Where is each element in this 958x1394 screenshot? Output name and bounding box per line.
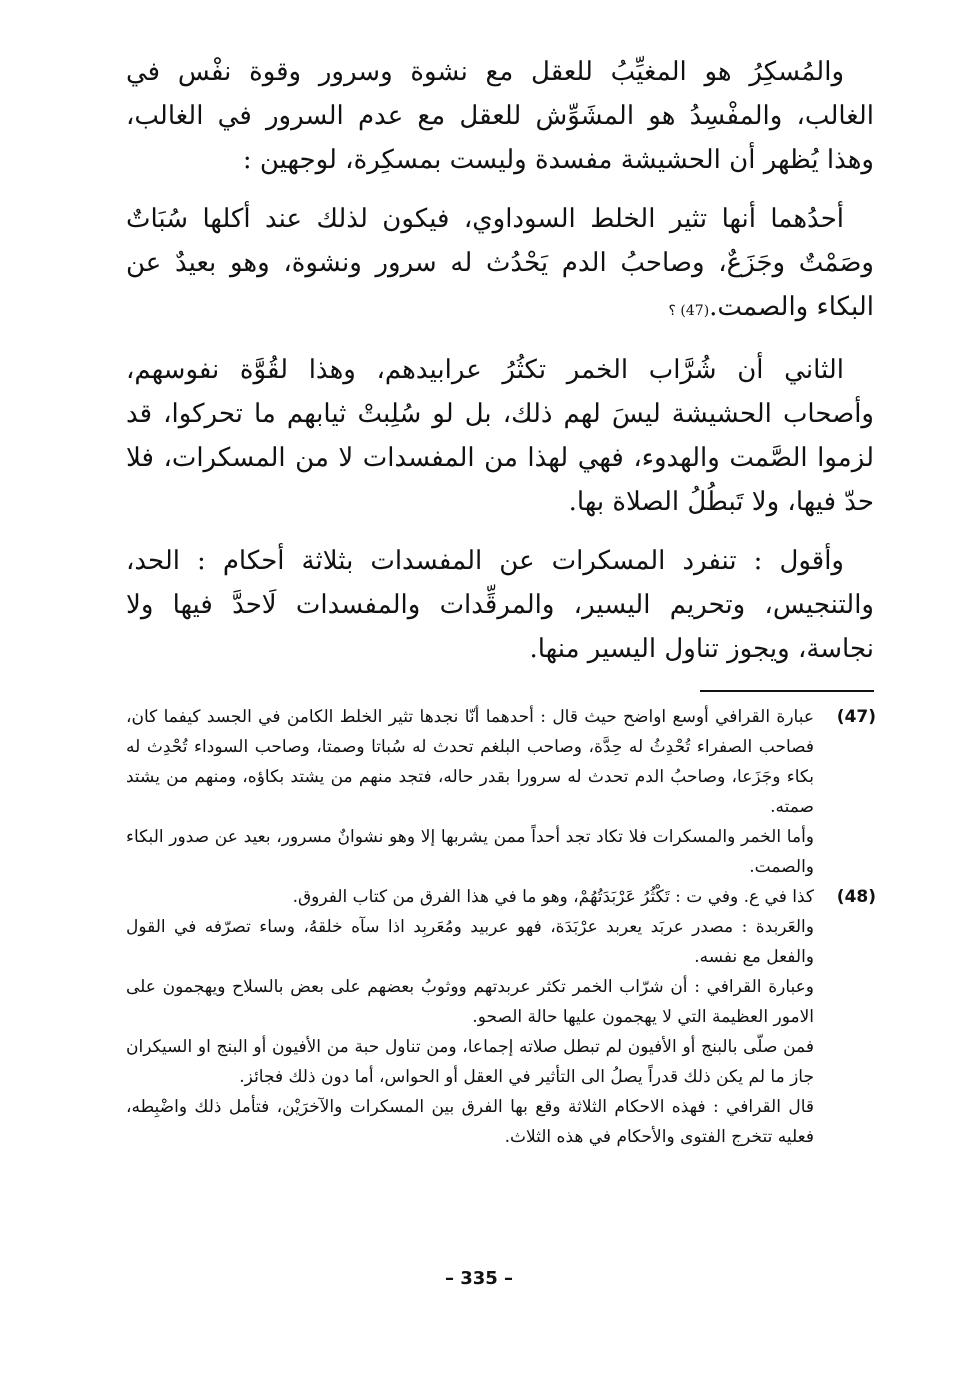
- footnote-number: (48): [836, 887, 876, 907]
- footnotes: [126, 702, 876, 1152]
- main-text: [126, 50, 874, 686]
- footnote-line: قال القرافي : فهذه الاحكام الثلاثة وقع بها الفرق بين المسكرات والآخرَيْن، فتأمل ذلك واضْبِطه، فعليه تتخرج الفتوى والأحكام في هذه الثلاث.: [126, 1097, 814, 1147]
- footnote-line: عبارة القرافي أوسع اواضح حيث قال : أحدهما أنّا نجدها تثير الخلط الكامن في الجسد كيفما كان، فصاحب الصفراء تُحْدِثُ له حِدَّة، وصاحب البلغم تحدث له سُباتا وصمتا، وصاحب السوداء تُحْدِث له بكاء وجَزَعا، وصاحبُ الدم تحدث له سرورا بقدر حاله، فتجد منهم من يشتد بكاؤه، ومنهم من يشتد صمته.: [126, 707, 814, 817]
- paragraph-text: الثاني أن شُرَّاب الخمر تكثُرُ عرابيدهم، وهذا لقُوَّة نفوسهم، وأصحاب الحشيشة ليسَ لهم ذلك، بل لو سُلِبتْ ثيابهم ما تحركوا، قد لزموا الصَّمت والهدوء، فهي لهذا من المفسدات لا من المسكرات، فلا حدّ فيها، ولا تَبطُلُ الصلاة بها.: [126, 355, 874, 517]
- footnote-ref-47[interactable]: (47) ؟: [668, 303, 710, 319]
- footnote-separator: [700, 690, 874, 692]
- footnote-number: (47): [836, 707, 876, 727]
- paragraph-text: وأقول : تنفرد المسكرات عن المفسدات بثلاثة أحكام : الحد، والتنجيس، وتحريم اليسير، والمرقِّدات والمفسدات لَاحدَّ فيها ولا نجاسة، ويجوز تناول اليسير منها.: [126, 546, 874, 664]
- paragraph-first-reason: [126, 197, 874, 333]
- paragraph-author-statement: [126, 539, 874, 671]
- footnote-line: والعَربدة : مصدر عربَد يعربد عرْبَدَة، فهو عربيد ومُعَربِد اذا سآه خلقهُ، وساء تصرّفه في القول والفعل مع نفسه.: [126, 917, 814, 967]
- footnote-line: كذا في ع. وفي ت : تَكْثُرُ عَرْبَدَتُهُمْ، وهو ما في هذا الفرق من كتاب الفروق.: [292, 887, 814, 907]
- paragraph-second-reason: [126, 348, 874, 524]
- footnote-line: وأما الخمر والمسكرات فلا تكاد تجد أحداً ممن يشربها إلا وهو نشوانٌ مسرور، بعيد عن صدور البكاء والصمت.: [126, 827, 814, 877]
- paragraph-text: والمُسكِرُ هو المغيِّبُ للعقل مع نشوة وسرور وقوة نفْس في الغالب، والمفْسِدُ هو المشَوِّش للعقل مع عدم السرور في الغالب، وهذا يُظهر أن الحشيشة مفسدة وليست بمسكِرة، لوجهين :: [126, 57, 874, 175]
- page-number: – 335 –: [444, 1268, 514, 1289]
- footnote-47: [126, 702, 876, 882]
- paragraph-intoxicant-definition: [126, 50, 874, 182]
- footnote-line: وعبارة القرافي : أن شرّاب الخمر تكثر عربدتهم ووثوبُ بعضهم على بعض بالسلاح ويهجمون على الامور العظيمة التي لا يهجمون عليها حالة الصحو.: [126, 977, 814, 1027]
- paragraph-text: أحدُهما أنها تثير الخلط السوداوي، فيكون لذلك عند أكلها سُبَاتٌ وصَمْتٌ وجَزَعٌ، وصاحبُ الدم يَحْدُث له سرور ونشوة، وهو بعيدٌ عن البكاء والصمت.: [126, 204, 874, 322]
- footnote-line: فمن صلّى بالبنج أو الأفيون لم تبطل صلاته إجماعا، ومن تناول حبة من الأفيون أو البنج او السيكران جاز ما لم يكن ذلك قدراً يصلُ الى التأثير في العقل أو الحواس، أما دون ذلك فجائز.: [126, 1037, 814, 1087]
- footnote-48: [126, 882, 876, 1152]
